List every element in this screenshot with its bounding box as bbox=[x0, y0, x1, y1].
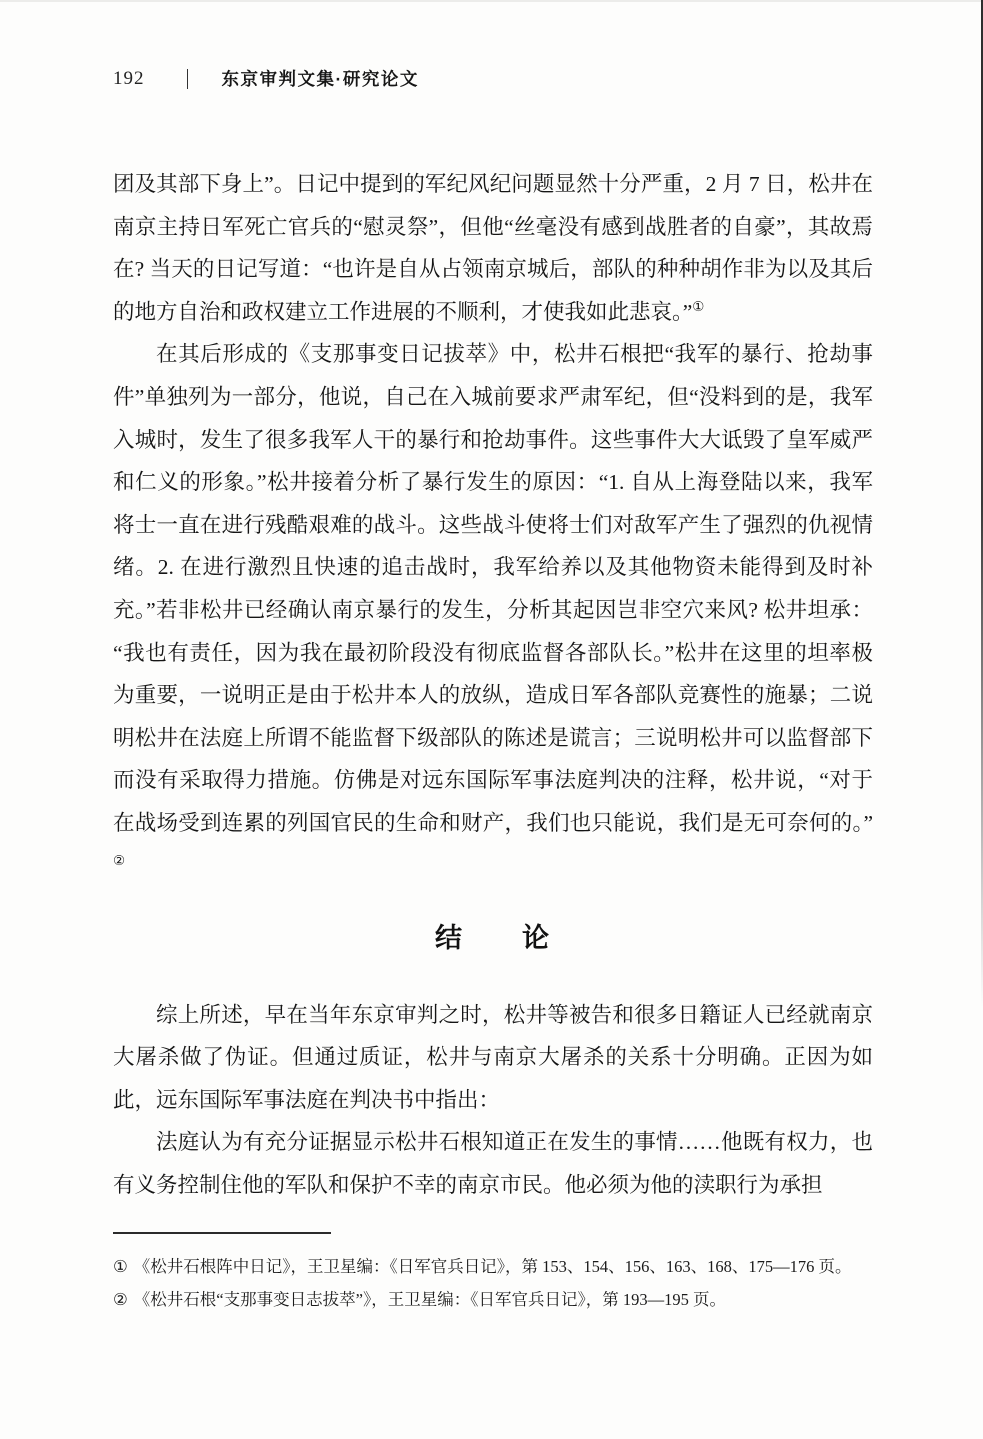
paragraph-text: 法庭认为有充分证据显示松井石根知道正在发生的事情……他既有权力，也有义务控制住他的军队和保护不幸的南京市民。他必须为他的渎职行为承担 bbox=[113, 1130, 873, 1198]
body-paragraph-4-quote bbox=[113, 1121, 873, 1206]
header-divider-bar bbox=[187, 69, 188, 89]
footnote-ref-1: ① bbox=[692, 298, 705, 314]
running-head-title: 东京审判文集·研究论文 bbox=[221, 69, 419, 89]
body-paragraph-2 bbox=[113, 333, 873, 887]
scan-artifact-top-edge bbox=[0, 0, 983, 2]
body-paragraph-3 bbox=[113, 994, 873, 1122]
paragraph-text: 在其后形成的《支那事变日记拔萃》中，松井石根把“我军的暴行、抢劫事件”单独列为一部分，他说，自己在入城前要求严肃军纪，但“没料到的是，我军入城时，发生了很多我军人干的暴行和抢劫事件。这些事件大大诋毁了皇军威严和仁义的形象。”松井接着分析了暴行发生的原因：“1. 自从上海登陆以来，我军将士一直在进行残酷艰难的战斗。这些战斗使将士们对敌军产生了强烈的仇视情绪。2. 在进行激烈且快速的追击战时，我军给养以及其他物资未能得到及时补充。”若非松井已经确认南京暴行的发生，分析其起因岂非空穴来风? 松井坦承：“我也有责任，因为我在最初阶段没有彻底监督各部队长。”松井在这里的坦率极为重要，一说明正是由于松井本人的放纵，造成日军各部队竞赛性的施暴；二说明松井在法庭上所谓不能监督下级部队的陈述是谎言；三说明松井可以监督部下而没有采取得力措施。仿佛是对远东国际军事法庭判决的注释，松井说，“对于在战场受到连累的列国官民的生命和财产，我们也只能说，我们是无可奈何的。” bbox=[113, 342, 873, 835]
paragraph-text: 团及其部下身上”。日记中提到的军纪风纪问题显然十分严重，2 月 7 日，松井在南京主持日军死亡官兵的“慰灵祭”，但他“丝毫没有感到战胜者的自豪”，其故焉在? 当天的日记写道：“也许是自从占领南京城后，部队的种种胡作非为以及其后的地方自治和政权建立工作进展的不顺利，才使我如此悲哀。” bbox=[113, 172, 873, 324]
footnotes-section bbox=[113, 1232, 873, 1316]
page-number: 192 bbox=[113, 67, 145, 89]
footnote-1 bbox=[113, 1250, 873, 1283]
body-paragraph-1 bbox=[113, 163, 873, 333]
footnote-divider-rule bbox=[113, 1232, 331, 1234]
page-header bbox=[113, 66, 419, 91]
footnote-2 bbox=[113, 1283, 873, 1316]
footnote-marker-2: ② bbox=[113, 1290, 128, 1309]
article-body bbox=[113, 163, 873, 1207]
section-heading-conclusion: 结 论 bbox=[435, 923, 551, 954]
paragraph-text: 综上所述，早在当年东京审判之时，松井等被告和很多日籍证人已经就南京大屠杀做了伪证。但通过质证，松井与南京大屠杀的关系十分明确。正因为如此，远东国际军事法庭在判决书中指出： bbox=[113, 1002, 873, 1112]
footnote-marker-1: ① bbox=[113, 1257, 128, 1276]
footnote-ref-2: ② bbox=[113, 852, 125, 868]
footnote-text: 《松井石根“支那事变日志拔萃”》，王卫星编：《日军官兵日记》，第 193—195 页。 bbox=[133, 1290, 726, 1309]
footnote-text: 《松井石根阵中日记》，王卫星编：《日军官兵日记》，第 153、154、156、163、168、175—176 页。 bbox=[133, 1257, 852, 1276]
